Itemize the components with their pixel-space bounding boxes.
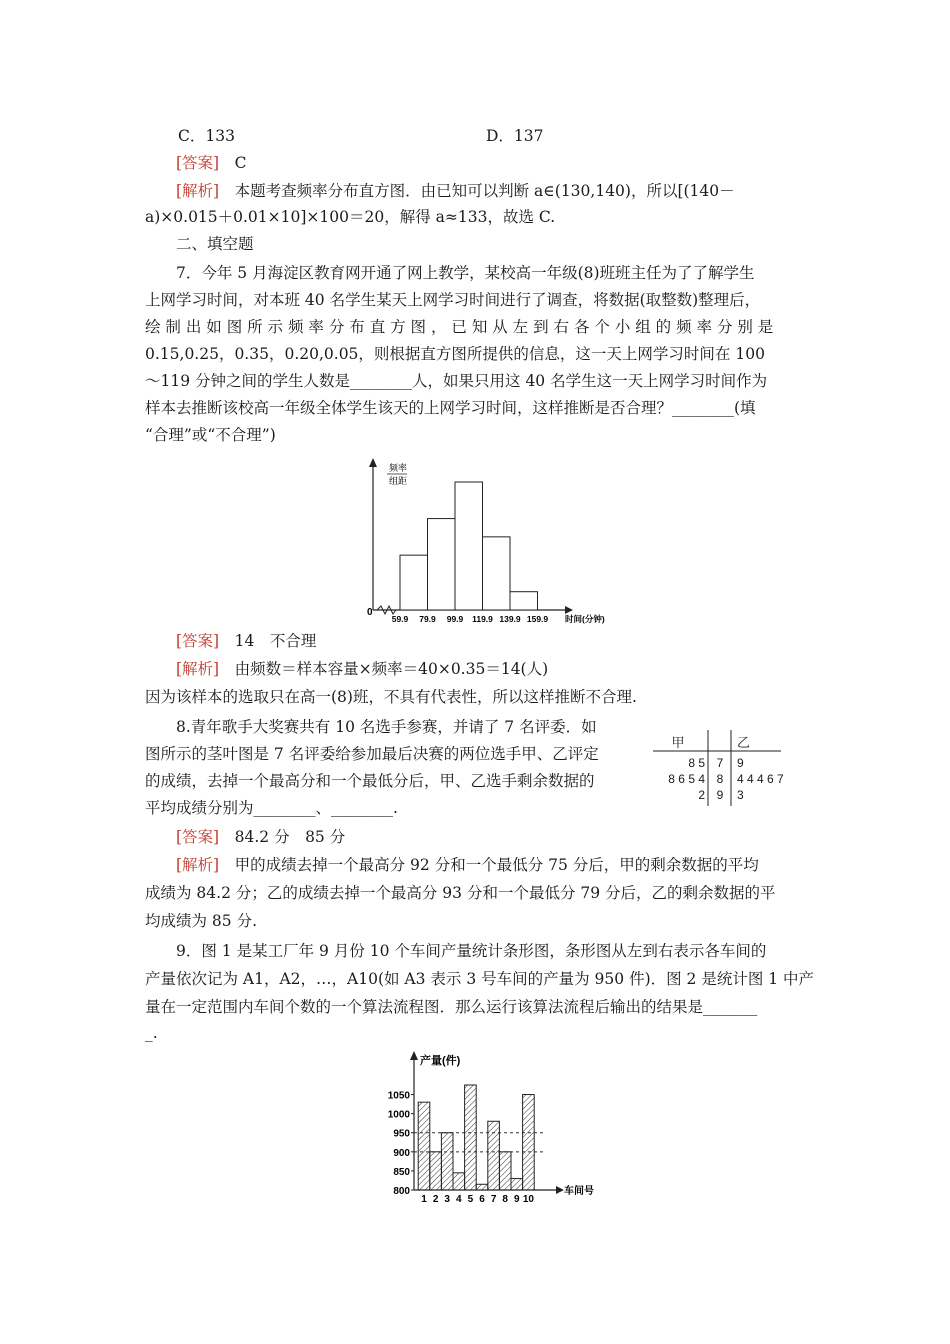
x-tick-label: 159.9 (526, 614, 549, 624)
y-tick-label: 950 (393, 1128, 410, 1140)
analysis-tag: [解析] (176, 660, 220, 678)
y-tick-label: 900 (393, 1147, 410, 1159)
stem-leaf-right-1: 9 (737, 756, 744, 770)
y-tick-label: 800 (393, 1186, 410, 1197)
x-tick-label: 7 (490, 1194, 497, 1205)
q8-analysis (176, 854, 816, 876)
stem-leaf-head-left: 甲 (671, 736, 685, 751)
q7-line-6: 样本去推断该校高一年级全体学生该天的上网学习时间，这样推断是否合理？________(填 (145, 399, 756, 417)
q7-analysis-cont: 因为该样本的选取只在高一(8)班，不具有代表性，所以这样推断不合理. (145, 688, 637, 706)
q7-line-5: ～119 分钟之间的学生人数是________人，如果只用这 40 名学生这一天上网学习时间作为 (145, 372, 768, 390)
production-bar-chart (378, 1050, 618, 1205)
histogram-bar-3 (455, 482, 483, 610)
q6-answer (176, 152, 846, 174)
q7-line-3: 绘 制 出 如 图 所 示 频 率 分 布 直 方 图 ， 已 知 从 左 到 右 各 个 小 组 的 频 率 分 别 是 (145, 318, 774, 336)
x-tick-label: 139.9 (499, 614, 521, 624)
x-tick-label: 2 (432, 1194, 439, 1205)
y-axis-arrow (369, 458, 377, 467)
x-tick-label: 59.9 (391, 614, 409, 624)
answer-text: 84.2 分 85 分 (234, 828, 346, 846)
stem-leaf-right-3: 3 (737, 788, 744, 802)
y-label-top: 频率 (389, 463, 408, 473)
q9-line-1: 9．图 1 是某工厂年 9 月份 10 个车间产量统计条形图，条形图从左到右表示各车间的 (176, 942, 767, 960)
q8-line-2: 图所示的茎叶图是 7 名评委给参加最后决赛的两位选手甲、乙评定 (145, 745, 599, 763)
stem-leaf-head-right: 乙 (737, 736, 751, 751)
x-tick-label: 79.9 (419, 614, 436, 624)
bar-workshop-5 (465, 1085, 477, 1190)
bar-workshop-9 (511, 1179, 523, 1190)
analysis-tag: [解析] (176, 182, 220, 200)
q8-line-1: 8.青年歌手大奖赛共有 10 名选手参赛，并请了 7 名评委．如 (176, 718, 597, 736)
x-tick-label: 8 (502, 1194, 508, 1205)
q8-analysis-cont-1: 成绩为 84.2 分；乙的成绩去掉一个最高分 93 分和一个最低分 79 分后，乙的剩余数据的平 (145, 884, 776, 902)
answer-tag: [答案] (176, 828, 220, 846)
bar-workshop-4 (453, 1173, 465, 1190)
x-axis-label: 车间号 (564, 1186, 594, 1197)
histogram-bar-5 (510, 592, 538, 610)
origin-label: 0 (367, 607, 373, 618)
analysis-text: 甲的成绩去掉一个最高分 92 分和一个最低分 75 分后，甲的剩余数据的平均 (234, 856, 759, 874)
stem-leaf-left-2: 8 6 5 4 (668, 772, 705, 786)
q8-answer (176, 826, 846, 848)
bar-workshop-2 (430, 1152, 442, 1190)
histogram-bar-1 (400, 555, 428, 610)
answer-text: C (234, 154, 247, 172)
y-label-bottom: 组距 (389, 476, 408, 486)
x-tick-label: 6 (479, 1194, 485, 1205)
q8-analysis-cont-2: 均成绩为 85 分. (145, 912, 258, 930)
stem-leaf-left-3: 2 (698, 788, 705, 802)
x-tick-label: 9 (514, 1194, 520, 1205)
y-axis-label: 产量(件) (420, 1055, 461, 1067)
x-axis-arrow (556, 1186, 564, 1194)
stem-leaf-plot (653, 728, 783, 808)
q7-analysis (176, 658, 846, 680)
analysis-text: 本题考查频率分布直方图．由已知可以判断 a∈(130,140)，所以[(140－ (234, 182, 735, 200)
bar-workshop-7 (488, 1121, 500, 1190)
x-tick-label: 4 (456, 1194, 462, 1205)
stem-leaf-stem-2: 8 (716, 772, 724, 786)
x-tick-label: 1 (421, 1194, 427, 1205)
stem-leaf-right-2: 4 4 4 6 7 (737, 772, 784, 786)
y-tick-label: 1050 (387, 1090, 410, 1102)
y-axis-arrow (410, 1051, 418, 1060)
q7-line-4: 0.15,0.25，0.35，0.20,0.05，则根据直方图所提供的信息，这一天上网学习时间在 100 (145, 345, 765, 363)
stem-leaf-stem-1: 7 (716, 756, 724, 770)
q8-line-4: 平均成绩分别为________、________. (145, 799, 398, 817)
histogram-bar-4 (483, 537, 511, 610)
q9-line-4: _. (145, 1024, 158, 1042)
q7-answer (176, 630, 846, 652)
stem-leaf-left-1: 8 5 (688, 756, 705, 770)
q7-line-2: 上网学习时间，对本班 40 名学生某天上网学习时间进行了调查，将数据(取整数)整理后， (145, 291, 761, 309)
q7-line-7: “合理”或“不合理”) (145, 426, 276, 444)
q9-line-3: 量在一定范围内车间个数的一个算法流程图．那么运行该算法流程后输出的结果是_______ (145, 998, 758, 1016)
x-tick-label: 99.9 (446, 614, 464, 624)
option-c: C．133 (178, 127, 235, 145)
y-tick-label: 850 (393, 1166, 410, 1178)
x-tick-label: 119.9 (472, 614, 493, 624)
analysis-tag: [解析] (176, 856, 220, 874)
q8-line-3: 的成绩，去掉一个最高分和一个最低分后，甲、乙选手剩余数据的 (145, 772, 595, 790)
y-tick-label: 1000 (387, 1109, 410, 1121)
q6-analysis-cont: a)×0.015＋0.01×10]×100＝20，解得 a≈133，故选 C. (145, 208, 556, 226)
x-tick-label: 5 (467, 1194, 474, 1205)
bar-workshop-1 (418, 1102, 430, 1190)
q9-line-2: 产量依次记为 A1，A2，…，A10(如 A3 表示 3 号车间的产量为 950 件)．图 2 是统计图 1 中产 (145, 970, 815, 988)
bar-workshop-8 (499, 1152, 511, 1190)
histogram-bar-2 (428, 519, 456, 610)
q6-analysis (176, 180, 816, 202)
answer-tag: [答案] (176, 632, 220, 650)
answer-tag: [答案] (176, 154, 220, 172)
bar-workshop-3 (441, 1133, 453, 1190)
section-title: 二、填空题 (176, 235, 254, 253)
x-axis-arrow (565, 606, 573, 614)
option-d: D．137 (486, 127, 544, 145)
x-tick-label: 10 (522, 1194, 534, 1205)
bar-workshop-10 (523, 1095, 535, 1190)
x-tick-label: 3 (444, 1194, 450, 1205)
frequency-histogram (355, 455, 620, 625)
bar-workshop-6 (476, 1184, 488, 1190)
answer-text: 14 不合理 (234, 632, 317, 650)
analysis-text: 由频数＝样本容量×频率＝40×0.35＝14(人) (234, 660, 549, 678)
q7-line-1: 7．今年 5 月海淀区教育网开通了网上教学，某校高一年级(8)班班主任为了了解学生 (176, 264, 755, 282)
stem-leaf-stem-3: 9 (716, 788, 724, 802)
x-axis-label: 时间(分钟) (565, 614, 605, 624)
